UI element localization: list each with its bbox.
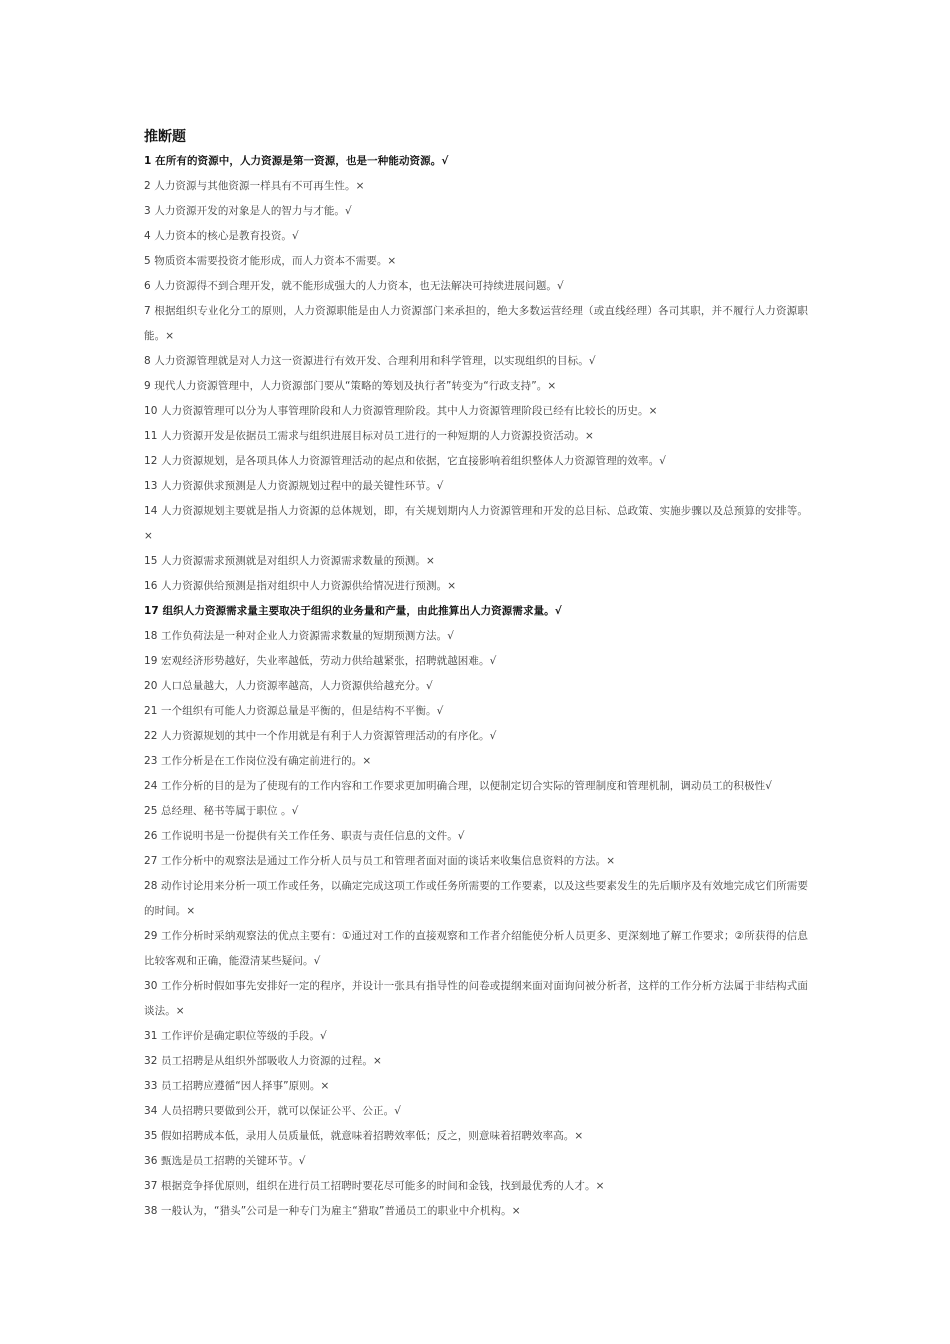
question-item-16: 16 人力资源供给预测是指对组织中人力资源供给情况进行预测。×: [144, 580, 457, 592]
question-item-30: 30 工作分析时假如事先安排好一定的程序，并设计一张具有指导性的问卷或提纲来面对面询问被分析者，这样的工作分析方法属于非结构式面谈法。×: [144, 980, 808, 1017]
question-item-3: 3 人力资源开发的对象是人的智力与才能。√: [144, 205, 352, 217]
question-item-25: 25 总经理、秘书等属于职位 。√: [144, 805, 299, 817]
question-item-9: 9 现代人力资源管理中，人力资源部门要从“策略的筹划及执行者”转变为“行政支持”。×: [144, 380, 557, 392]
question-item-10: 10 人力资源管理可以分为人事管理阶段和人力资源管理阶段。其中人力资源管理阶段已经有比较长的历史。×: [144, 405, 658, 417]
question-list: [144, 149, 808, 1224]
question-item-11: 11 人力资源开发是依据员工需求与组织进展目标对员工进行的一种短期的人力资源投资活动。×: [144, 430, 594, 442]
question-item-12: 12 人力资源规划，是各项具体人力资源管理活动的起点和依据，它直接影响着组织整体人力资源管理的效率。√: [144, 455, 666, 467]
question-item-17: 17 组织人力资源需求量主要取决于组织的业务量和产量，由此推算出人力资源需求量。√: [144, 605, 562, 617]
question-item-20: 20 人口总量越大，人力资源率越高，人力资源供给越充分。√: [144, 680, 433, 692]
question-item-37: 37 根据竞争择优原则，组织在进行员工招聘时要花尽可能多的时间和金钱，找到最优秀的人才。×: [144, 1180, 605, 1192]
question-item-7: 7 根据组织专业化分工的原则，人力资源职能是由人力资源部门来承担的，绝大多数运营经理（或直线经理）各司其职，并不履行人力资源职能。×: [144, 305, 808, 342]
question-item-21: 21 一个组织有可能人力资源总量是平衡的，但是结构不平衡。√: [144, 705, 444, 717]
page-title: 推断题: [144, 129, 186, 145]
question-item-27: 27 工作分析中的观察法是通过工作分析人员与员工和管理者面对面的谈话来收集信息资料的方法。×: [144, 855, 616, 867]
question-item-26: 26 工作说明书是一份提供有关工作任务、职责与责任信息的文件。√: [144, 830, 465, 842]
question-item-5: 5 物质资本需要投资才能形成，而人力资本不需要。×: [144, 255, 397, 267]
question-item-28: 28 动作讨论用来分析一项工作或任务，以确定完成这项工作或任务所需要的工作要素，以及这些要素发生的先后顺序及有效地完成它们所需要的时间。×: [144, 880, 808, 917]
question-item-6: 6 人力资源得不到合理开发，就不能形成强大的人力资本，也无法解决可持续进展问题。√: [144, 280, 564, 292]
question-item-13: 13 人力资源供求预测是人力资源规划过程中的最关键性环节。√: [144, 480, 444, 492]
question-item-15: 15 人力资源需求预测就是对组织人力资源需求数量的预测。×: [144, 555, 435, 567]
question-item-22: 22 人力资源规划的其中一个作用就是有利于人力资源管理活动的有序化。√: [144, 730, 497, 742]
question-item-35: 35 假如招聘成本低，录用人员质量低，就意味着招聘效率低；反之，则意味着招聘效率高。×: [144, 1130, 584, 1142]
question-item-29: 29 工作分析时采纳观察法的优点主要有：①通过对工作的直接观察和工作者介绍能使分析人员更多、更深刻地了解工作要求；②所获得的信息比较客观和正确，能澄清某些疑问。√: [144, 930, 808, 967]
question-item-24: 24 工作分析的目的是为了使现有的工作内容和工作要求更加明确合理，以便制定切合实际的管理制度和管理机制，调动员工的积极性√: [144, 780, 772, 792]
question-item-4: 4 人力资本的核心是教育投资。√: [144, 230, 299, 242]
question-item-2: 2 人力资源与其他资源一样具有不可再生性。×: [144, 180, 365, 192]
question-item-32: 32 员工招聘是从组织外部吸收人力资源的过程。×: [144, 1055, 382, 1067]
question-item-14: 14 人力资源规划主要就是指人力资源的总体规划，即，有关规划期内人力资源管理和开发的总目标、总政策、实施步骤以及总预算的安排等。×: [144, 505, 808, 542]
question-item-1: 1 在所有的资源中，人力资源是第一资源，也是一种能动资源。√: [144, 155, 449, 167]
question-item-31: 31 工作评价是确定职位等级的手段。√: [144, 1030, 327, 1042]
question-item-38: 38 一般认为，“猎头”公司是一种专门为雇主“猎取”普通员工的职业中介机构。×: [144, 1205, 521, 1217]
question-item-33: 33 员工招聘应遵循“因人择事”原则。×: [144, 1080, 330, 1092]
question-item-8: 8 人力资源管理就是对人力这一资源进行有效开发、合理利用和科学管理，以实现组织的目标。√: [144, 355, 596, 367]
question-item-34: 34 人员招聘只要做到公开，就可以保证公平、公正。√: [144, 1105, 401, 1117]
question-item-19: 19 宏观经济形势越好，失业率越低，劳动力供给越紧张，招聘就越困难。√: [144, 655, 497, 667]
question-item-36: 36 甄选是员工招聘的关键环节。√: [144, 1155, 306, 1167]
question-item-18: 18 工作负荷法是一种对企业人力资源需求数量的短期预测方法。√: [144, 630, 454, 642]
question-item-23: 23 工作分析是在工作岗位没有确定前进行的。×: [144, 755, 372, 767]
document-body: [144, 127, 808, 1224]
